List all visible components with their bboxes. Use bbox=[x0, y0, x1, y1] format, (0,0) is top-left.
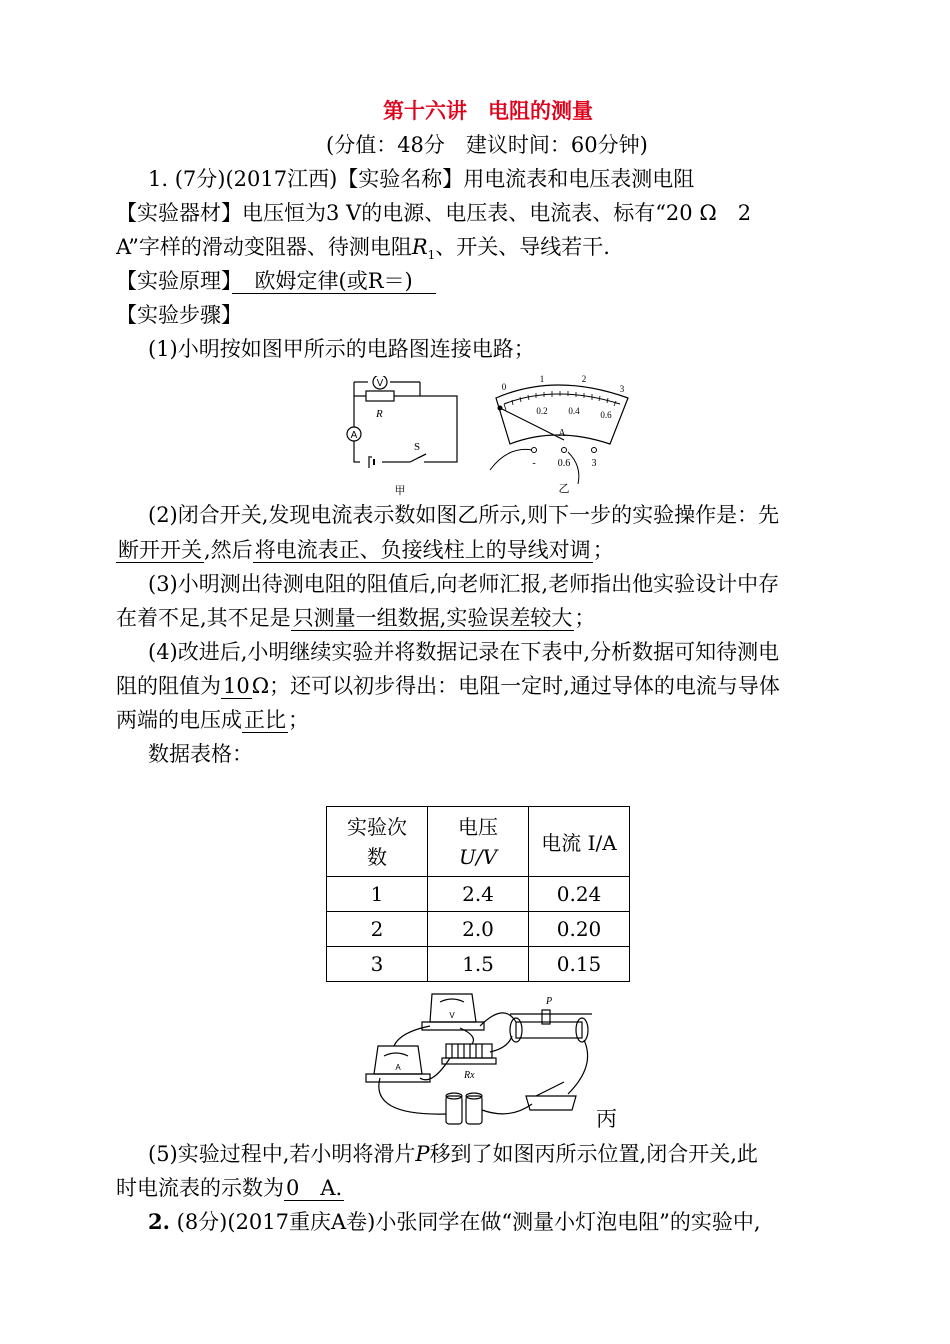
circuit-v-label: V bbox=[376, 378, 384, 389]
q1-step3-a: (3)小明测出待测电阻的阻值后,向老师汇报,老师指出他实验设计中存 bbox=[148, 572, 780, 596]
meter-bottom-0.6: 0.6 bbox=[600, 410, 612, 420]
q1-equipment-2: A”字样的滑动变阻器、待测电阻$R_1$、开关、导线若干. bbox=[116, 235, 610, 263]
q1-step5-a: (5)实验过程中,若小明将滑片P移到了如图丙所示位置,闭合开关,此 bbox=[148, 1142, 758, 1166]
q1-header: 1. (7分)(2017江西)【实验名称】用电流表和电压表测电阻 bbox=[148, 167, 695, 191]
step5-answer: 0 A. bbox=[286, 1176, 343, 1200]
bing-rx-label: Rx bbox=[464, 1070, 475, 1081]
table-header-current: 电流 I/A bbox=[529, 807, 630, 877]
step2-answer-2: 将电流表正、负接线柱上的导线对调 bbox=[254, 538, 591, 562]
q1-step4-a: (4)改进后,小明继续实验并将数据记录在下表中,分析数据可知待测电 bbox=[148, 640, 780, 664]
terminal-3: 3 bbox=[591, 458, 597, 469]
circuit-r-label: R bbox=[376, 408, 383, 420]
page-subtitle: (分值：48分 建议时间：60分钟) bbox=[326, 133, 648, 157]
q1-equipment-1: 【实验器材】电压恒为3 V的电源、电压表、电流表、标有“20 Ω 2 bbox=[116, 201, 752, 225]
step4-answer-1: 10 bbox=[223, 674, 250, 698]
q1-principle: 【实验原理】 欧姆定律(或R＝) bbox=[116, 269, 434, 293]
bing-ammeter-label: A bbox=[395, 1063, 401, 1072]
meter-top-3: 3 bbox=[619, 384, 625, 394]
bing-slider-label: P bbox=[546, 996, 553, 1007]
meter-top-1: 1 bbox=[539, 374, 545, 384]
physical-circuit-bing bbox=[360, 986, 620, 1132]
circuit-diagram-jia bbox=[340, 376, 470, 500]
table-header-row bbox=[327, 807, 630, 877]
q1-step4-c: 两端的电压成正比； bbox=[116, 708, 309, 732]
ammeter-figure-yi bbox=[482, 366, 642, 500]
table-cell: 3 bbox=[327, 947, 428, 982]
bing-voltmeter-label: V bbox=[449, 1011, 455, 1020]
table-cell: 2.4 bbox=[428, 877, 529, 912]
meter-unit: A bbox=[558, 428, 566, 439]
terminal-neg: - bbox=[532, 458, 536, 469]
table-cell: 1 bbox=[327, 877, 428, 912]
fig-yi-caption: 乙 bbox=[558, 482, 570, 495]
meter-top-2: 2 bbox=[581, 374, 587, 384]
meter-bottom-0.4: 0.4 bbox=[568, 406, 580, 416]
q1-step5-b: 时电流表的示数为0 A. bbox=[116, 1176, 343, 1200]
q1-steps-label: 【实验步骤】 bbox=[116, 303, 242, 327]
q1-step4-b: 阻的阻值为10Ω；还可以初步得出：电阻一定时,通过导体的电流与导体 bbox=[116, 674, 780, 698]
q1-step3-b: 在着不足,其不足是只测量一组数据,实验误差较大； bbox=[116, 606, 596, 630]
circuit-s-label: S bbox=[414, 441, 421, 453]
table-row bbox=[327, 912, 630, 947]
table-cell: 1.5 bbox=[428, 947, 529, 982]
step4-answer-2: 正比 bbox=[244, 708, 286, 732]
table-cell: 0.20 bbox=[529, 912, 630, 947]
table-cell: 2 bbox=[327, 912, 428, 947]
table-row bbox=[327, 877, 630, 912]
page-title: 第十六讲 电阻的测量 bbox=[383, 98, 593, 123]
data-table bbox=[326, 806, 630, 982]
meter-needle bbox=[500, 408, 564, 440]
q2-line: 2. (8分)(2017重庆A卷)小张同学在做“测量小灯泡电阻”的实验中, bbox=[148, 1209, 761, 1234]
circuit-a-label: A bbox=[350, 430, 358, 441]
table-cell: 0.15 bbox=[529, 947, 630, 982]
q1-step2-b: 断开开关,然后将电流表正、负接线柱上的导线对调； bbox=[118, 538, 614, 562]
table-header-voltage: 电压 U/V bbox=[428, 807, 529, 877]
q1-table-label: 数据表格： bbox=[148, 742, 253, 766]
q1-step2-a: (2)闭合开关,发现电流表示数如图乙所示,则下一步的实验操作是：先 bbox=[148, 503, 780, 527]
table-cell: 0.24 bbox=[529, 877, 630, 912]
principle-answer: 欧姆定律(或R＝) bbox=[233, 269, 434, 293]
meter-top-0: 0 bbox=[501, 382, 507, 392]
table-row bbox=[327, 947, 630, 982]
table-header-trial: 实验次 数 bbox=[327, 807, 428, 877]
step3-answer: 只测量一组数据,实验误差较大 bbox=[292, 606, 573, 630]
step2-answer-1: 断开开关 bbox=[118, 538, 202, 562]
fig-jia-caption: 甲 bbox=[394, 484, 406, 497]
terminal-0.6: 0.6 bbox=[557, 458, 571, 469]
resistor-symbol bbox=[366, 391, 394, 401]
q1-step1: (1)小明按如图甲所示的电路图连接电路； bbox=[148, 337, 535, 361]
meter-bottom-0.2: 0.2 bbox=[536, 406, 548, 416]
fig-bing-caption: 丙 bbox=[596, 1107, 617, 1131]
table-cell: 2.0 bbox=[428, 912, 529, 947]
